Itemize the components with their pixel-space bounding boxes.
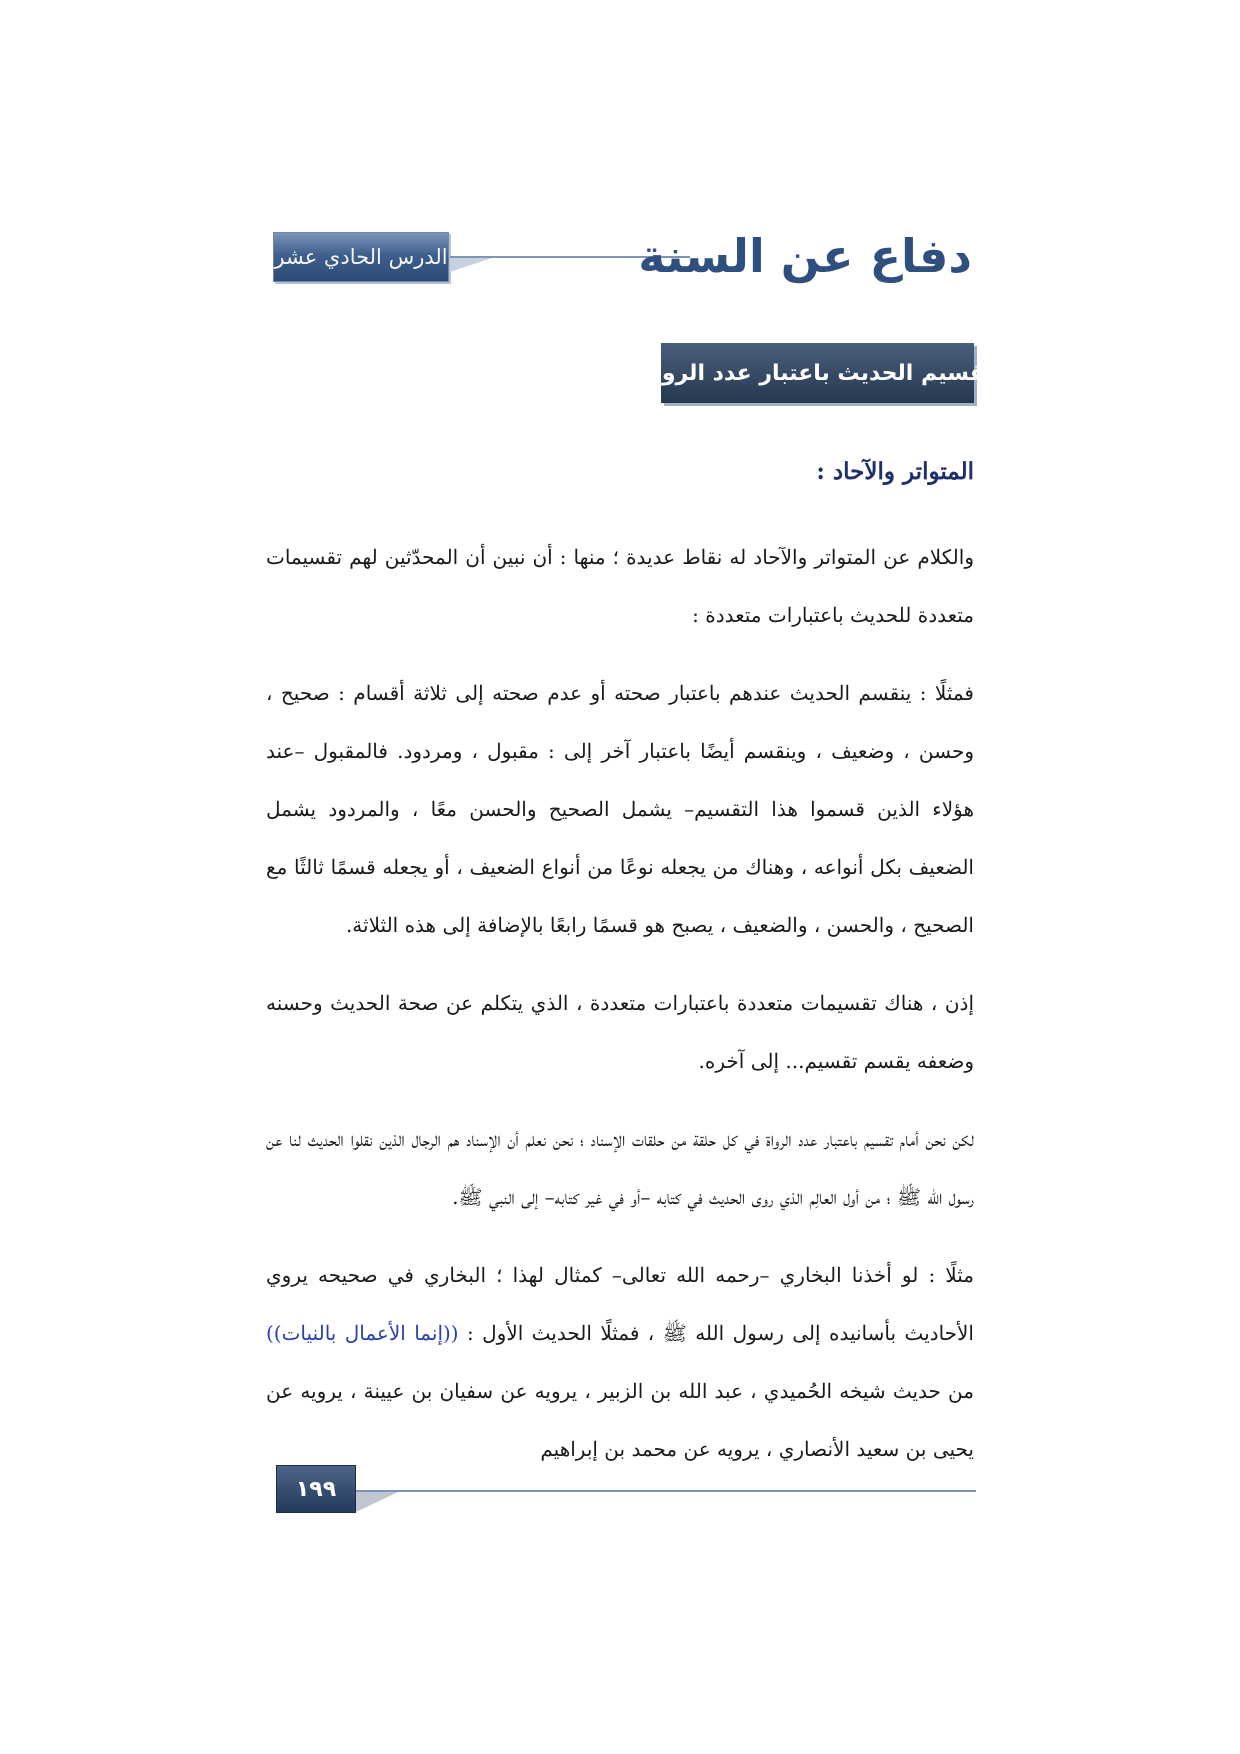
paragraph: لكن نحن أمام تقسيم باعتبار عدد الرواة في كل حلقة من حلقات الإسناد ؛ نحن نعلم أن الإسناد هم الرجال الذين نقلوا الحديث لنا عن رسول الله ﷺ ؛ من أول العالِم الذي روى الحديث في كتابه –أو في غير كتابه– إلى النبي ﷺ. (266, 1127, 974, 1209)
lesson-label: الدرس الحادي عشر (274, 245, 448, 269)
book-title: دفاع عن السنة (638, 229, 972, 283)
paragraph-text: مثلًا : لو أخذنا البخاري –رحمه الله تعالى– كمثال لهذا ؛ البخاري في صحيحه يروي الأحاديث بأسانيده إلى رسول الله ﷺ ، فمثلًا الحديث الأول : (266, 1263, 974, 1345)
page-number-box (276, 1465, 356, 1513)
page-number: ١٩٩ (295, 1476, 337, 1502)
paragraph: إذن ، هناك تقسيمات متعددة باعتبارات متعددة ، الذي يتكلم عن صحة الحديث وحسنه وضعفه يقسم تقسيم... إلى آخره. (266, 991, 974, 1073)
paragraph: فمثلًا : ينقسم الحديث عندهم باعتبار صحته أو عدم صحته إلى ثلاثة أقسام : صحيح ، وحسن ، وضعيف ، وينقسم أيضًا باعتبار آخر إلى : مقبول ، ومردود. فالمقبول –عند هؤلاء الذين قسموا هذا التقسيم– يشمل الصحيح والحسن معًا ، والمردود يشمل الضعيف بكل أنواعه ، وهناك من يجعله نوعًا من أنواع الضعيف ، أو يجعله قسمًا ثالثًا مع الصحيح ، والحسن ، والضعيف ، يصبح هو قسمًا رابعًا بالإضافة إلى هذه الثلاثة. (266, 681, 974, 937)
section-title-bar (641, 343, 994, 403)
header-divider-wedge (450, 258, 492, 272)
hadith-quote: ((إنما الأعمال بالنيات)) (266, 1321, 459, 1345)
paragraph-text: من حديث شيخه الحُميدي ، عبد الله بن الزبير ، يرويه عن سفيان بن عيينة ، يرويه عن يحيى بن سعيد الأنصاري ، يرويه عن محمد بن إبراهيم (266, 1379, 974, 1461)
section-title: تقسيم الحديث باعتبار عدد الرواة (641, 360, 994, 386)
subheading: المتواتر والآحاد : (816, 458, 974, 485)
paragraph-last (266, 1246, 974, 1478)
body-text (266, 528, 974, 1498)
paragraph: والكلام عن المتواتر والآحاد له نقاط عديدة ؛ منها : أن نبين أن المحدّثين لهم تقسيمات متعددة للحديث باعتبارات متعددة : (266, 545, 974, 627)
lesson-badge (273, 232, 449, 282)
footer-divider-line (356, 1490, 976, 1492)
footer-divider-wedge (356, 1492, 398, 1512)
